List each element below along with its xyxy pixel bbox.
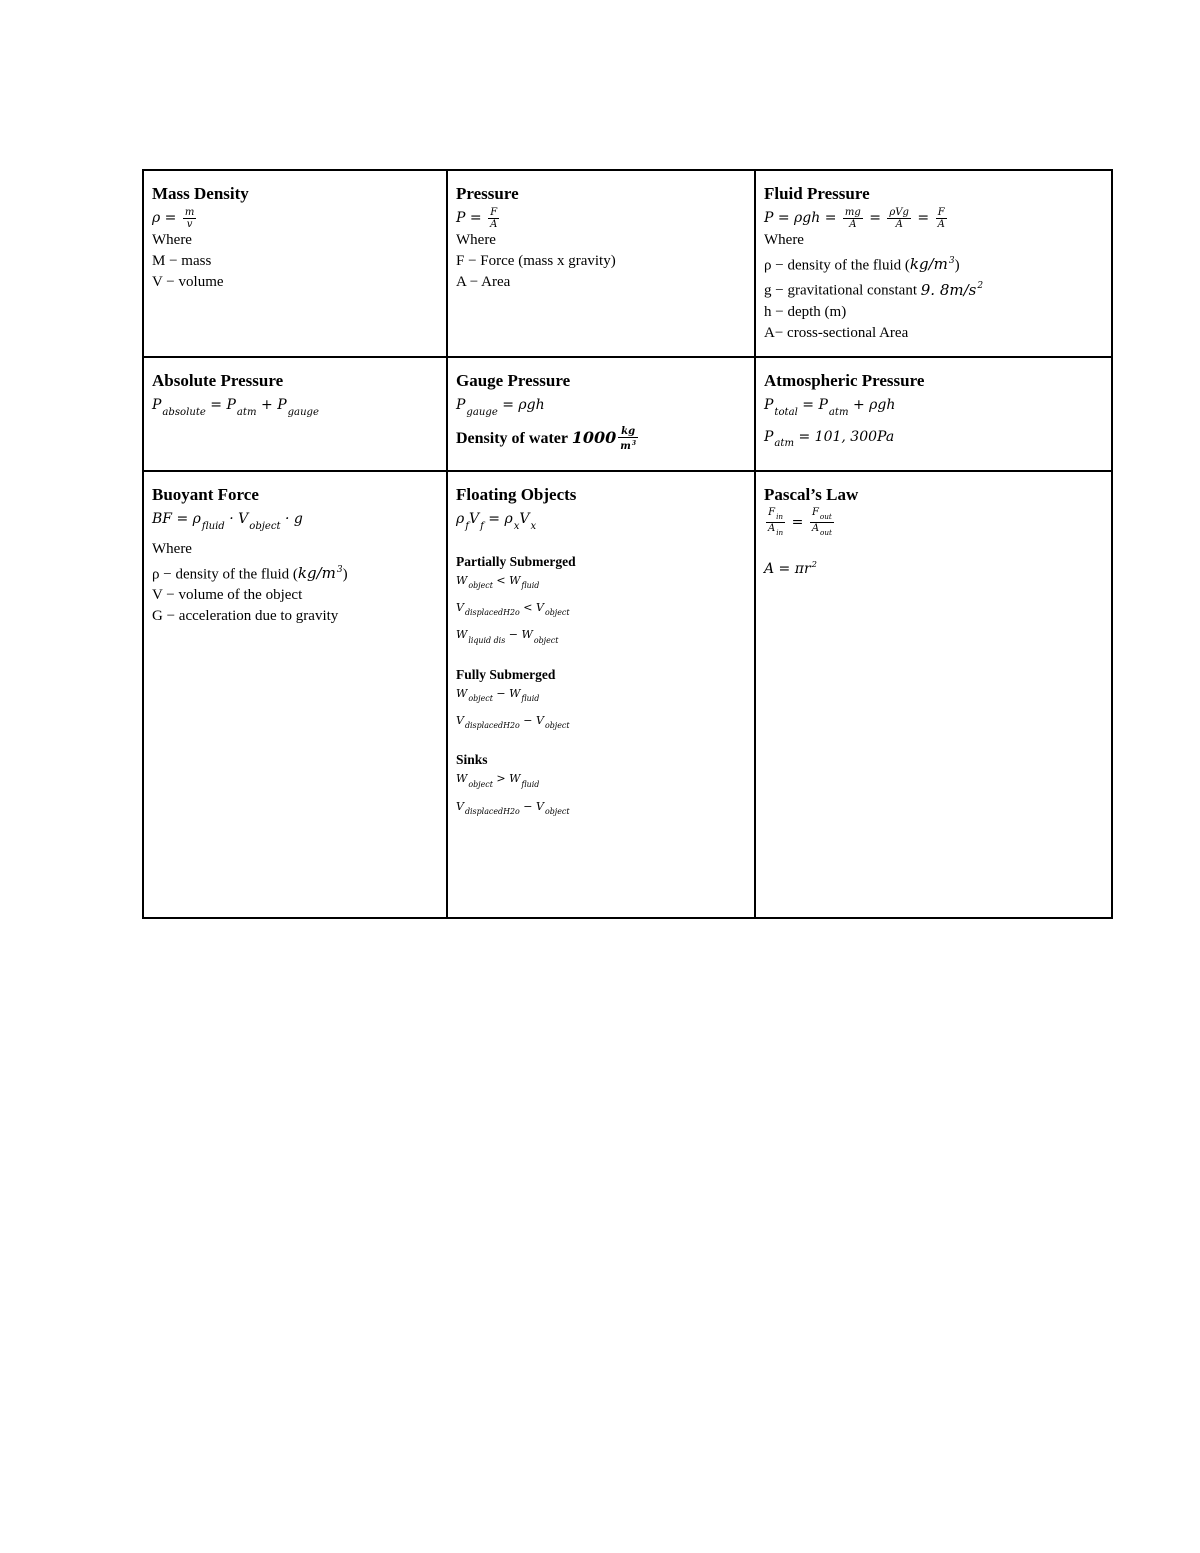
- text-line: [152, 251, 438, 272]
- formula-text: ρVg: [889, 206, 909, 218]
- math-symbol: [226, 397, 257, 418]
- cell-title: Atmospheric Pressure: [764, 371, 925, 390]
- text-line: [456, 230, 746, 251]
- fraction-numerator: [936, 207, 947, 219]
- fraction-numerator: [488, 207, 499, 219]
- cell-mass-density: [144, 171, 448, 358]
- text-line: [456, 553, 746, 570]
- math-symbol: [803, 558, 817, 577]
- subscript: displacedH2o: [464, 608, 520, 618]
- text-line: [456, 539, 746, 553]
- formula-line: [456, 768, 746, 795]
- math-symbol: [152, 397, 206, 418]
- formula-text: + ρgh: [848, 397, 896, 413]
- symbol-base: 1000: [571, 427, 617, 447]
- fraction: [936, 207, 947, 230]
- cell-title: Absolute Pressure: [152, 371, 284, 390]
- math-symbol: [456, 511, 469, 532]
- symbol-base: V: [456, 600, 464, 614]
- math-symbol: [535, 799, 570, 816]
- math-symbol: [768, 507, 784, 521]
- formula-text: ρ − density of the fluid (: [764, 257, 910, 274]
- formula-text: =: [787, 514, 808, 531]
- text-line: [152, 560, 438, 585]
- math-symbol: [456, 397, 498, 418]
- formula-text: −: [519, 799, 536, 813]
- subscript: fluid: [201, 520, 225, 532]
- formula-text: −: [519, 713, 536, 727]
- formula-line: [764, 425, 1103, 457]
- formula-text: h − depth (m): [764, 303, 847, 320]
- symbol-base: F: [768, 507, 776, 518]
- symbol-base: P: [764, 428, 774, 445]
- formula-text: P = ρgh =: [764, 210, 841, 226]
- symbol-base: ρ: [456, 511, 465, 527]
- symbol-base: W: [456, 686, 468, 700]
- subscript: liquid dis: [468, 635, 506, 645]
- text-line: [152, 230, 438, 251]
- subscript: fluid: [521, 693, 540, 703]
- cell-pressure: [448, 171, 756, 358]
- formula-line: [456, 206, 746, 230]
- fraction: [887, 207, 911, 230]
- formula-text: ·: [224, 511, 239, 527]
- subscript: object: [544, 806, 570, 816]
- formula-text: P =: [456, 210, 487, 226]
- symbol-base: V: [535, 713, 544, 727]
- cell-atmospheric-pressure: [756, 358, 1111, 472]
- cell-title: Fluid Pressure: [764, 184, 870, 203]
- math-symbol: [456, 713, 520, 731]
- formula-text: A = π: [764, 560, 804, 577]
- subscript: atm: [828, 406, 849, 418]
- formula-text: A − Area: [456, 274, 511, 290]
- subscript: x: [513, 520, 520, 532]
- text-line: [764, 538, 1103, 552]
- formula-text: · g: [280, 511, 303, 527]
- fraction-denominator: [887, 219, 911, 230]
- formula-text: =: [864, 210, 886, 226]
- math-symbol: [238, 511, 281, 532]
- fraction-numerator: [183, 207, 196, 219]
- formula-text: =: [912, 210, 934, 226]
- subscript: object: [544, 608, 570, 618]
- text-line: [764, 230, 1103, 251]
- formula-line: [152, 393, 438, 425]
- cell-absolute-pressure: [144, 358, 448, 472]
- symbol-base: V: [468, 511, 480, 527]
- cell-gauge-pressure: [448, 358, 756, 472]
- symbol-base: P: [456, 397, 466, 413]
- formula-text: −: [492, 686, 510, 700]
- formula-line: [456, 507, 746, 539]
- cell-pascals-law: [756, 472, 1111, 917]
- symbol-base: V: [535, 799, 544, 813]
- math-symbol: [764, 428, 795, 450]
- text-line: [152, 272, 438, 293]
- subscript: x: [530, 520, 537, 532]
- formula-text: A: [849, 218, 857, 230]
- math-symbol: [768, 522, 784, 537]
- formula-line: [456, 393, 746, 425]
- formula-line: [456, 624, 746, 651]
- subscript: in: [776, 527, 784, 537]
- math-symbol: [509, 686, 540, 703]
- formula-text: Where: [152, 540, 192, 557]
- formula-line: [456, 796, 746, 823]
- fraction-numerator: [766, 507, 785, 523]
- formula-line: [456, 683, 746, 710]
- text-line: [152, 585, 438, 606]
- symbol-base: P: [764, 397, 774, 413]
- formula-text: Where: [152, 232, 192, 248]
- formula-line: [456, 570, 746, 597]
- cell-title: Gauge Pressure: [456, 371, 571, 390]
- fraction-numerator: [843, 207, 863, 219]
- text-line: [456, 652, 746, 666]
- formula-text: V − volume: [152, 274, 224, 290]
- fraction-numerator: [887, 207, 911, 219]
- fraction-denominator: [766, 523, 785, 538]
- text-line: [764, 323, 1103, 344]
- formula-line: [764, 552, 1103, 581]
- math-symbol: [456, 573, 493, 590]
- symbol-base: V: [456, 713, 464, 727]
- cell-buoyant-force: [144, 472, 448, 917]
- formula-text: G − acceleration due to gravity: [152, 607, 339, 624]
- subscript: out: [820, 527, 832, 537]
- text-line: [152, 539, 438, 560]
- subscript: displacedH2o: [464, 806, 520, 816]
- symbol-base: r: [803, 560, 811, 577]
- cell-title: Mass Density: [152, 184, 249, 203]
- formula-text: kg: [621, 425, 636, 437]
- symbol-base: 9. 8m/s: [920, 280, 977, 299]
- formula-text: = 101, 300Pa: [794, 428, 895, 445]
- subscript: object: [468, 580, 493, 590]
- symbol-base: A: [811, 522, 820, 534]
- symbol-base: W: [456, 772, 468, 786]
- cell-fluid-pressure: [756, 171, 1111, 358]
- text-line: [456, 737, 746, 751]
- superscript: 2: [977, 281, 984, 292]
- math-symbol: [456, 628, 506, 645]
- formula-text: ρ − density of the fluid (: [152, 565, 298, 582]
- formula-line: [764, 393, 1103, 425]
- subscript: absolute: [162, 406, 206, 418]
- subscript: object: [468, 693, 493, 703]
- math-symbol: [921, 281, 983, 299]
- fraction: [810, 507, 834, 538]
- symbol-base: W: [456, 628, 468, 642]
- formula-text: ): [954, 257, 960, 274]
- text-line: [764, 251, 1103, 276]
- subscript: displacedH2o: [464, 721, 520, 731]
- formula-text: V − volume of the object: [152, 586, 303, 603]
- subscript: out: [819, 511, 832, 521]
- symbol-base: kg/m: [909, 255, 948, 274]
- math-symbol: [620, 441, 636, 452]
- math-symbol: [535, 713, 570, 731]
- subscript: atm: [236, 406, 257, 418]
- math-symbol: [521, 628, 559, 645]
- formula-text: v: [186, 218, 193, 230]
- superscript: 3: [336, 564, 343, 575]
- subscript: gauge: [466, 406, 498, 418]
- formula-text: =: [797, 397, 819, 413]
- math-symbol: [811, 522, 832, 537]
- subscript: object: [249, 520, 281, 532]
- subscript: object: [533, 635, 559, 645]
- formula-text: F: [490, 206, 498, 218]
- symbol-base: P: [818, 397, 828, 413]
- symbol-base: m: [620, 440, 631, 452]
- formula-text: M − mass: [152, 253, 212, 269]
- formula-text: =: [205, 397, 227, 413]
- formula-text: F − Force (mass x gravity): [456, 253, 616, 269]
- fraction: [843, 207, 863, 230]
- math-symbol: [456, 600, 520, 618]
- formula-text: <: [492, 573, 510, 587]
- subscript: fluid: [521, 580, 540, 590]
- cell-floating-objects: [448, 472, 756, 917]
- math-symbol: [910, 255, 955, 273]
- symbol-base: V: [519, 511, 530, 527]
- text-line: [152, 606, 438, 627]
- formula-text: −: [505, 628, 522, 642]
- text-line: [456, 251, 746, 272]
- math-symbol: [509, 772, 540, 789]
- formula-line: [152, 507, 438, 539]
- formula-text: A: [895, 218, 903, 230]
- formula-text: F: [937, 206, 945, 218]
- symbol-base: F: [811, 507, 819, 518]
- subscript: total: [774, 406, 798, 418]
- subscript: in: [776, 511, 784, 521]
- subscript: f: [465, 520, 469, 532]
- formula-text: BF =: [152, 511, 193, 527]
- text-line: [456, 425, 746, 452]
- formula-line: [456, 597, 746, 624]
- cell-title: Buoyant Force: [152, 485, 259, 504]
- math-symbol: [811, 507, 832, 521]
- fraction-denominator: [810, 523, 834, 538]
- formula-text: <: [519, 600, 536, 614]
- subscript: object: [544, 721, 570, 731]
- math-symbol: [298, 564, 343, 582]
- subscript: f: [480, 520, 484, 532]
- formula-text: Where: [456, 232, 496, 248]
- math-symbol: [572, 428, 617, 447]
- math-symbol: [818, 397, 849, 418]
- math-symbol: [456, 686, 493, 703]
- symbol-base: A: [768, 522, 776, 534]
- symbol-base: ρ: [192, 511, 201, 527]
- math-symbol: [277, 397, 319, 418]
- formula-text: Where: [764, 232, 804, 248]
- formula-text: g − gravitational constant: [764, 282, 921, 299]
- symbol-base: W: [509, 686, 521, 700]
- symbol-base: V: [535, 600, 544, 614]
- symbol-base: ρ: [504, 511, 513, 527]
- symbol-base: W: [509, 772, 521, 786]
- text-line: [456, 272, 746, 293]
- formula-line: [152, 206, 438, 230]
- formula-text: A: [490, 218, 498, 230]
- math-symbol: [535, 600, 570, 618]
- formula-text: Density of water: [456, 429, 572, 447]
- formula-text: A− cross-sectional Area: [764, 324, 909, 341]
- math-symbol: [764, 397, 798, 418]
- subscript: fluid: [521, 779, 540, 789]
- formula-text: ): [342, 565, 348, 582]
- symbol-base: W: [521, 628, 533, 642]
- formula-text: mg: [844, 206, 861, 218]
- subscript: atm: [774, 438, 795, 450]
- cell-title: Pressure: [456, 184, 519, 203]
- fraction-denominator: [843, 219, 863, 230]
- text-line: [456, 666, 746, 683]
- superscript: 3: [631, 439, 636, 447]
- symbol-base: P: [277, 397, 287, 413]
- subscript: gauge: [287, 406, 319, 418]
- formula-text: >: [492, 772, 510, 786]
- math-symbol: [519, 511, 537, 532]
- formula-text: m: [184, 206, 195, 218]
- fraction: [766, 507, 785, 538]
- symbol-base: P: [152, 397, 162, 413]
- fraction-denominator: [618, 438, 638, 452]
- formula-text: Partially Submerged: [456, 553, 576, 569]
- formula-line: [764, 206, 1103, 230]
- fraction-denominator: [936, 219, 947, 230]
- fraction-denominator: [183, 219, 196, 230]
- fraction-numerator: [618, 426, 638, 438]
- math-symbol: [509, 573, 540, 590]
- formula-text: +: [256, 397, 278, 413]
- symbol-base: W: [456, 573, 468, 587]
- cell-title: Pascal’s Law: [764, 485, 859, 504]
- fraction: [183, 207, 196, 230]
- symbol-base: P: [226, 397, 236, 413]
- fraction: [488, 207, 499, 230]
- symbol-base: W: [509, 573, 521, 587]
- formula-line: [456, 710, 746, 737]
- fraction: [618, 426, 638, 452]
- text-line: [456, 751, 746, 768]
- subscript: object: [468, 779, 493, 789]
- text-line: [764, 276, 1103, 301]
- formula-text: =: [483, 511, 505, 527]
- fraction-denominator: [488, 219, 499, 230]
- fraction-numerator: [810, 507, 834, 523]
- math-symbol: [192, 511, 225, 532]
- math-symbol: [504, 511, 520, 532]
- symbol-base: kg/m: [297, 563, 336, 582]
- formula-text: A: [937, 218, 945, 230]
- superscript: 2: [811, 558, 817, 569]
- formula-table: [142, 169, 1113, 919]
- formula-text: Fully Submerged: [456, 666, 556, 682]
- symbol-base: V: [456, 799, 464, 813]
- superscript: 3: [948, 256, 955, 266]
- math-symbol: [468, 511, 484, 532]
- symbol-base: V: [238, 511, 249, 527]
- cell-title: Floating Objects: [456, 485, 577, 504]
- formula-text: = ρgh: [497, 397, 545, 413]
- formula-text: Sinks: [456, 752, 488, 768]
- text-line: [764, 302, 1103, 323]
- math-symbol: [456, 799, 520, 816]
- formula-text: ρ =: [152, 210, 181, 226]
- math-symbol: [456, 772, 493, 789]
- formula-line: [764, 507, 1103, 538]
